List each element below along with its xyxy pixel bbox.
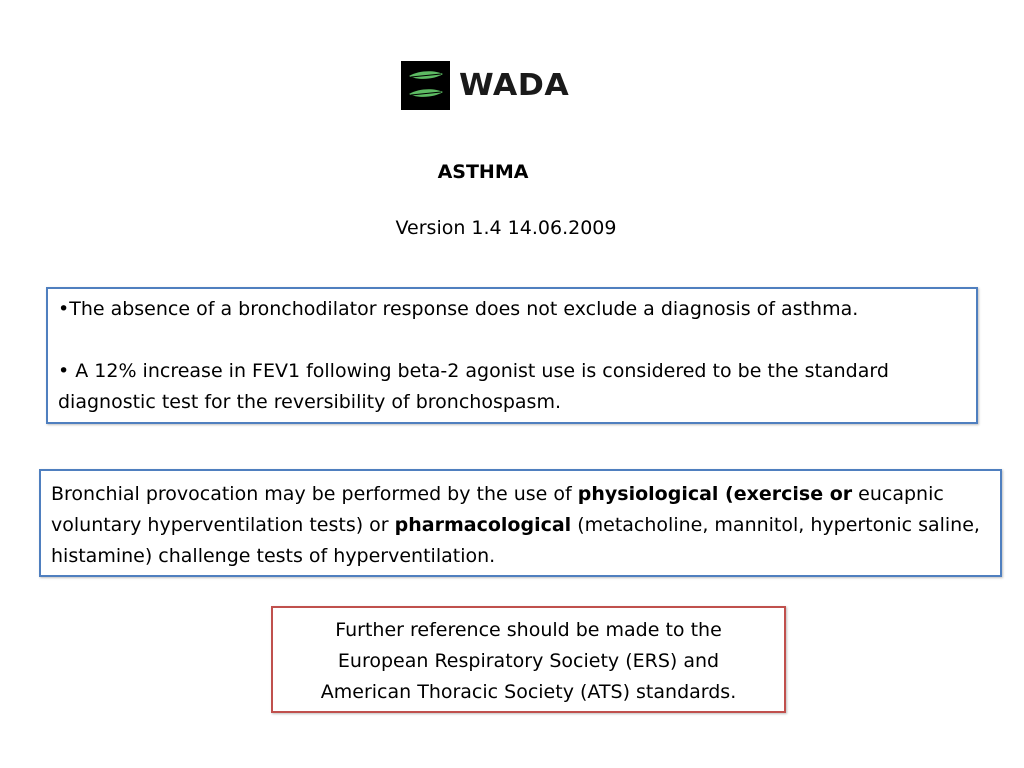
spacer [58,325,966,356]
page-title [0,160,1024,184]
version-line [0,216,1024,240]
reference-line-2: European Respiratory Society (ERS) and [337,650,720,672]
wada-wordmark: WADA [459,68,570,103]
provocation-pharmacological: pharmacological [394,514,572,536]
provocation-text-3: (metacholine, mannitol, hypertonic saline, histamine) challenge tests of hyperventilation. [51,514,980,567]
bullet-no-response: •The absence of a bronchodilator response does not exclude a diagnosis of asthma. [58,298,859,320]
provocation-text-1: Bronchial provocation may be performed by the use of [51,483,578,505]
provocation-text-2: eucapnic voluntary hyperventilation tests) or [51,483,944,536]
wada-leaf-icon [401,61,450,110]
provocation-box [39,469,1002,577]
provocation-physiological: physiological (exercise or [577,483,853,505]
wada-logo [401,61,570,110]
page-title-text: ASTHMA [437,161,529,183]
reversibility-box [46,287,978,424]
reference-box [271,606,786,713]
version-text: Version 1.4 14.06.2009 [395,217,617,239]
bullet-fev1-increase: • A 12% increase in FEV1 following beta-2 agonist use is considered to be the standard diagnostic test for the reversibility of bronchospasm. [58,360,889,413]
reference-line-3: American Thoracic Society (ATS) standards. [320,681,737,703]
reference-line-1: Further reference should be made to the [335,619,722,641]
